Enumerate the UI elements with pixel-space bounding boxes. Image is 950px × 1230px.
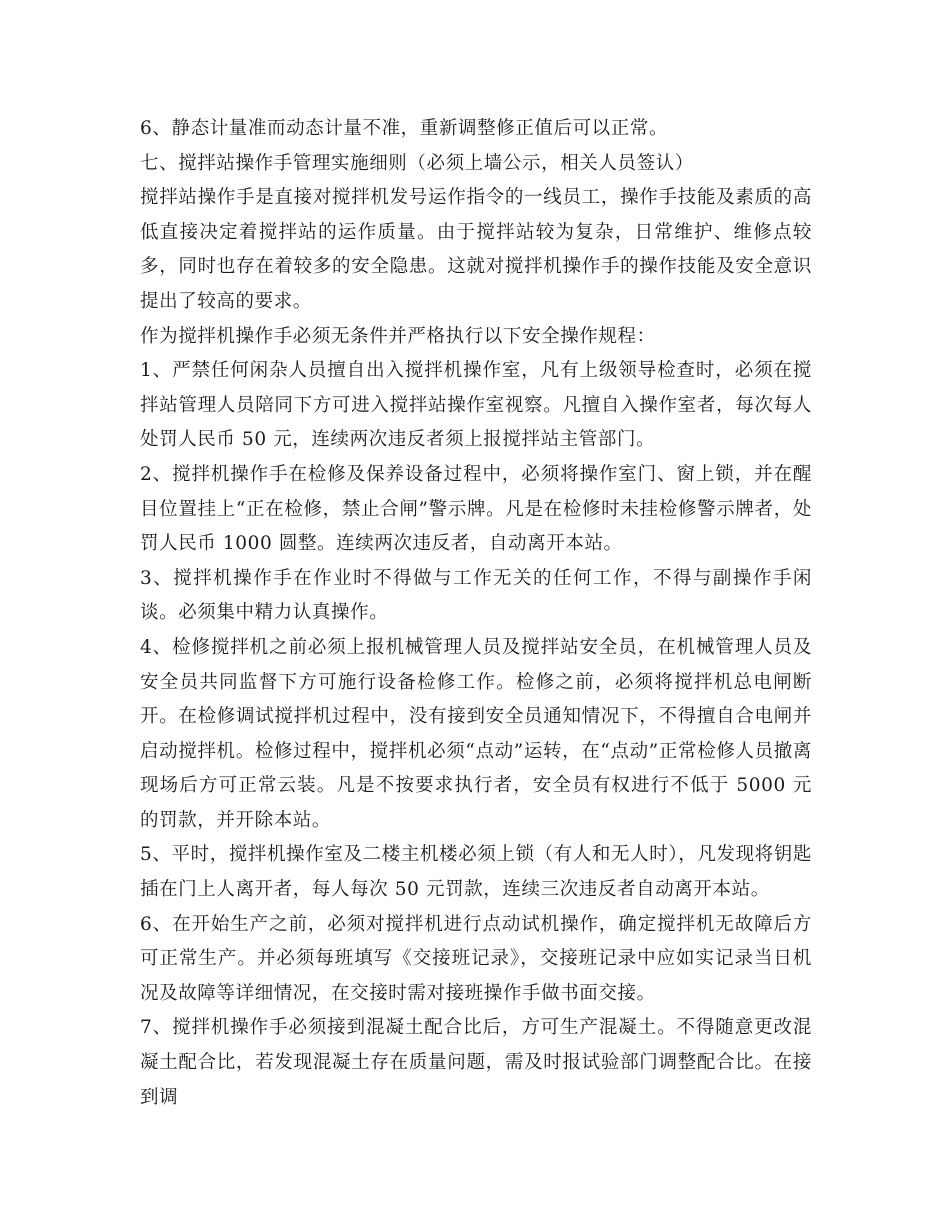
rule-item-4: 4、检修搅拌机之前必须上报机械管理人员及搅拌站安全员，在机械管理人员及安全员共同监督下方可施行设备检修工作。检修之前，必须将搅拌机总电闸断开。在检修调试搅拌机过程中，没有接到安全员通知情况下，不得擅自合电闸并启动搅拌机。检修过程中，搅拌机必须“点动”运转，在“点动”正常检修人员撤离现场后方可正常云装。凡是不按要求执行者，安全员有权进行不低于 5000 元的罚款，并开除本站。 (140, 636, 812, 831)
rule-item-5: 5、平时，搅拌机操作室及二楼主机楼必须上锁（有人和无人时），凡发现将钥匙插在门上人离开者，每人每次 50 元罚款，连续三次违反者自动离开本站。 (140, 844, 812, 901)
rule-item-1: 1、严禁任何闲杂人员擅自出入搅拌机操作室，凡有上级领导检查时，必须在搅拌站管理人员陪同下方可进入搅拌站操作室视察。凡擅自入操作室者，每次每人处罚人民币 50 元，连续两次违反者须上报搅拌站主管部门。 (140, 360, 812, 451)
rule-item-7: 7、搅拌机操作手必须接到混凝土配合比后，方可生产混凝土。不得随意更改混凝土配合比，若发现混凝土存在质量问题，需及时报试验部门调整配合比。在接到调 (140, 1017, 812, 1108)
section-heading-operator-rules: 七、搅拌站操作手管理实施细则（必须上墙公示，相关人员签认） (140, 152, 694, 174)
paragraph-static-metering-note: 6、静态计量准而动态计量不准，重新调整修正值后可以正常。 (140, 118, 669, 139)
rule-item-3: 3、搅拌机操作手在作业时不得做与工作无关的任何工作，不得与副操作手闲谈。必须集中精力认真操作。 (140, 567, 812, 624)
paragraph-safety-rules-lead: 作为搅拌机操作手必须无条件并严格执行以下安全操作规程： (140, 325, 656, 347)
rule-item-2: 2、搅拌机操作手在检修及保养设备过程中，必须将操作室门、窗上锁，并在醒目位置挂上“正在检修，禁止合闸”警示牌。凡是在检修时未挂检修警示牌者，处罚人民币 1000 圆整。连续两次违反者，自动离开本站。 (140, 463, 812, 555)
rule-item-6: 6、在开始生产之前，必须对搅拌机进行点动试机操作，确定搅拌机无故障后方可正常生产。并必须每班填写《交接班记录》，交接班记录中应如实记录当日机况及故障等详细情况，在交接时需对接班操作手做书面交接。 (140, 913, 812, 1004)
document-body (140, 112, 812, 1115)
paragraph-operator-intro: 搅拌站操作手是直接对搅拌机发号运作指令的一线员工，操作手技能及素质的高低直接决定着搅拌站的运作质量。由于搅拌站较为复杂，日常维护、维修点较多，同时也存在着较多的安全隐患。这就对搅拌机操作手的操作技能及安全意识提出了较高的要求。 (140, 187, 812, 312)
